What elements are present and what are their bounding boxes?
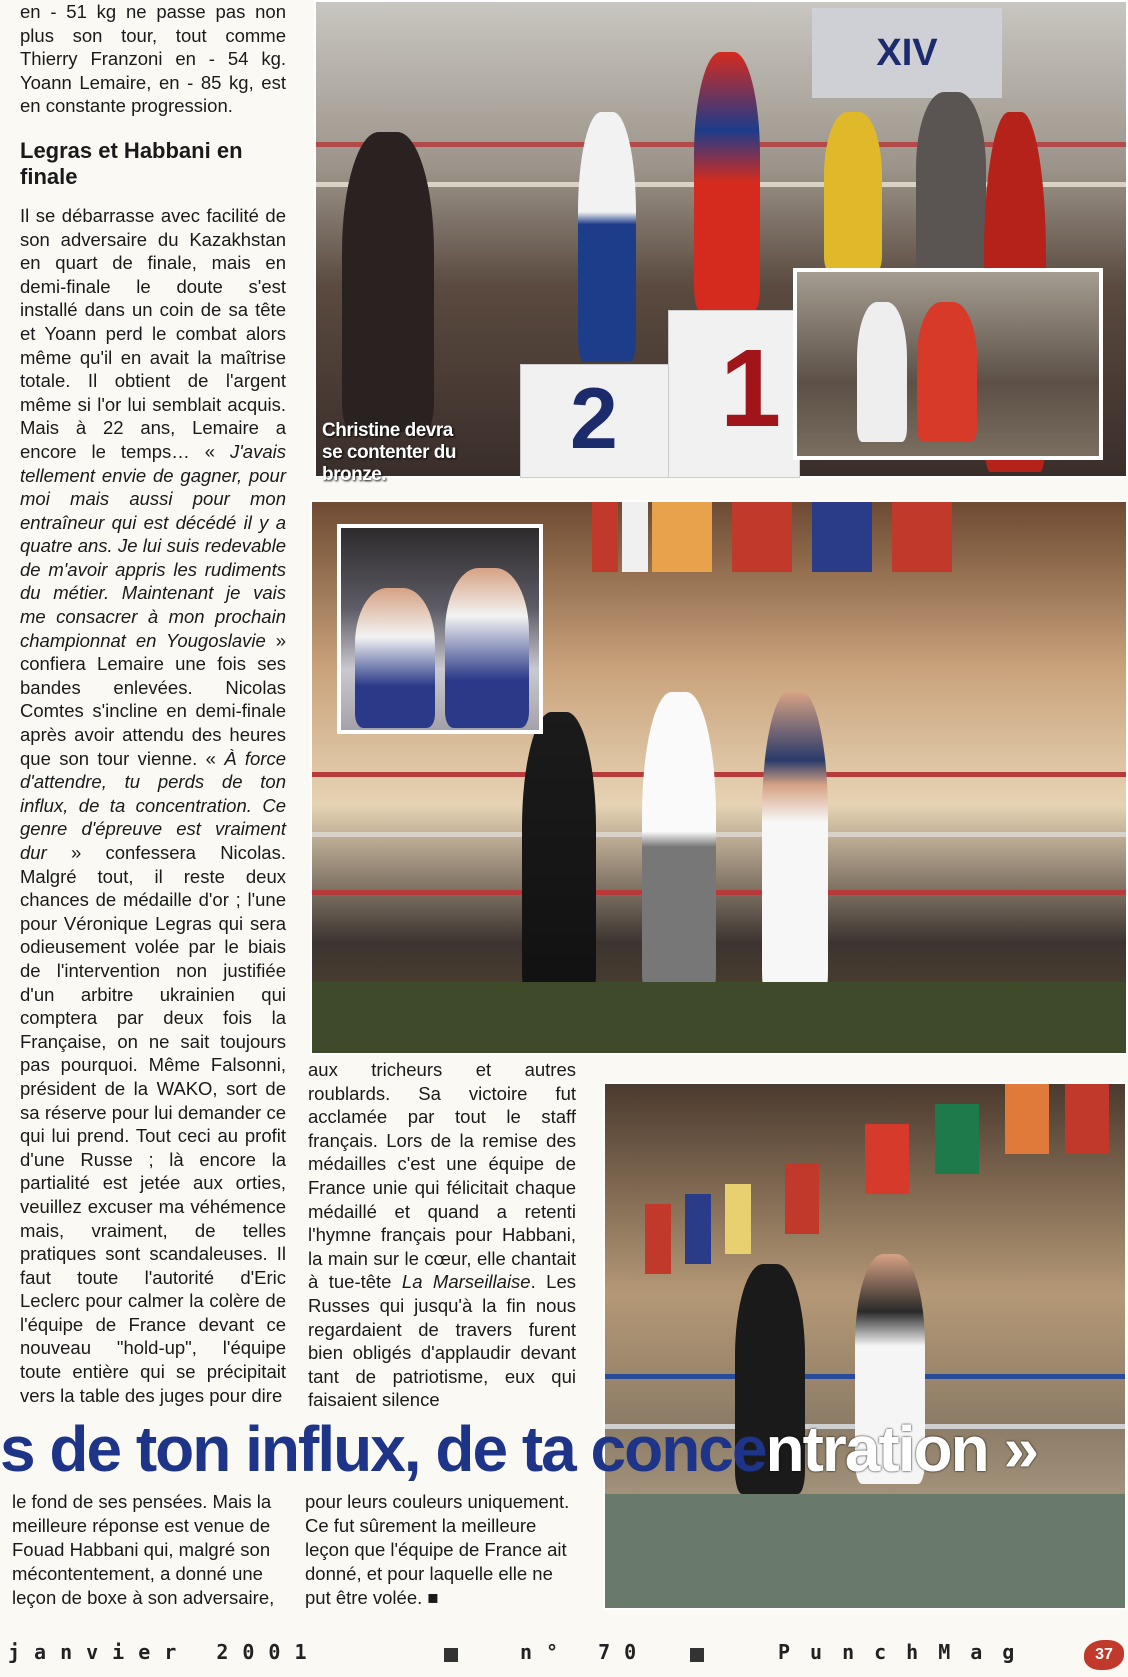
hanging-flag bbox=[812, 502, 872, 572]
page-number: 37 bbox=[1084, 1640, 1124, 1670]
pull-quote-white: ntration » bbox=[765, 1413, 1038, 1485]
hanging-flag bbox=[1065, 1084, 1109, 1154]
footer-magazine: PunchMag bbox=[778, 1640, 1035, 1664]
hanging-flag bbox=[685, 1194, 711, 1264]
ring-rope bbox=[312, 772, 1128, 777]
footer-date: janvier 2001 bbox=[8, 1640, 321, 1664]
body-text-c: » confessera Nicolas. Malgré tout, il reste deux chances de médaille d'or ; l'une pour Véronique Legras qui sera odieusement volée par le biais de l'intervention non justifiée d'un arbitre ukrainien qui comptera par deux fois la Française, on ne sait toujours pas pourquoi. Même Falsonni, président de la WAKO, sort de sa réserve pour lui demander ce qui lui prend. Tout ceci au profit d'une Russe ; là encore la partialité est jetée aux orties, veuillez excuser ma véhémence mais, vraiment, de telles pratiques sont scandaleuses. Il faut toute l'autorité d'Eric Leclerc pour calmer la colère de l'équipe de France devant ce nouveau "hold-up", l'équipe toute entière qui se précipitait vers la table des juges pour dire bbox=[20, 842, 286, 1406]
fighter-white bbox=[857, 302, 907, 442]
athlete-first bbox=[694, 52, 760, 312]
hanging-flag bbox=[1005, 1084, 1049, 1154]
fighter-red bbox=[917, 302, 977, 442]
body-text-a: Il se débarrasse avec facilité de son adversaire du Kazakhstan en quart de finale, mais en demi-finale le doute s'est installé dans un coin de sa tête et Yoann perd le combat alors même qu'il en avait la maîtrise totale. Il obtient de l'argent même si l'or lui semblait acquis. Mais à 22 ans, Lemaire a encore le temps… « bbox=[20, 204, 286, 462]
footer-separator bbox=[690, 1648, 704, 1662]
hanging-flag bbox=[622, 502, 648, 572]
boxer-winner bbox=[762, 692, 828, 1002]
official-figure bbox=[916, 92, 986, 282]
hanging-flag bbox=[645, 1204, 671, 1274]
photo-caption: Christine devra se contenter du bronze. bbox=[322, 420, 456, 485]
footer-issue: n° 70 bbox=[520, 1640, 651, 1664]
hanging-flag bbox=[935, 1104, 979, 1174]
athlete-second bbox=[578, 112, 636, 362]
quote-nicolas: À force d'attendre, tu perds de ton influx, de ta concentration. Ce genre d'épreuve est vraiment dur bbox=[20, 747, 287, 863]
athlete-third bbox=[824, 112, 882, 272]
ring-floor bbox=[605, 1494, 1127, 1610]
fight-inset-photo bbox=[793, 268, 1103, 460]
hanging-flag bbox=[652, 502, 712, 572]
middle-paragraph bbox=[308, 1058, 576, 1412]
marseillaise-title: La Marseillaise bbox=[401, 1271, 531, 1293]
page-footer bbox=[0, 1630, 1128, 1670]
bottom-mid-paragraph: pour leurs couleurs uniquement. Ce fut sûrement la meilleure leçon que l'équipe de France ait donné, et pour laquelle elle ne put être volée. ■ bbox=[305, 1491, 570, 1608]
hanging-flag bbox=[892, 502, 952, 572]
left-column bbox=[20, 0, 286, 1407]
section-subheading: Legras et Habbani en finale bbox=[20, 137, 243, 189]
pull-quote-blue: s de ton influx, de ta conce bbox=[0, 1413, 766, 1485]
kick-photo bbox=[603, 1082, 1127, 1610]
bottom-left-paragraph: le fond de ses pensées. Mais la meilleure réponse est venue de Fouad Habbani qui, malgré son mécontentement, a donné une leçon de boxe à son adversaire, bbox=[12, 1491, 275, 1608]
middle-text-a: aux tricheurs et autres roublards. Sa victoire fut acclamée par tout le staff français. Lors de la remise des médailles c'est une équipe de France unie qui félicitait chaque médaillé et quand a retenti l'hymne français pour Habbani, la main sur le cœur, elle chantait à tue-tête bbox=[308, 1059, 576, 1293]
hanging-flag bbox=[732, 502, 792, 572]
hanging-flag bbox=[865, 1124, 909, 1194]
body-text-b: » confiera Lemaire une fois ses bandes enlevées. Nicolas Comtes s'incline en demi-finale après avoir attendu des heures que son tour vienne. « bbox=[20, 629, 286, 769]
hanging-flag bbox=[725, 1184, 751, 1254]
quote-yoann: J'avais tellement envie de gagner, pour moi mais aussi pour mon entraîneur qui est décédé il y a quatre ans. Je lui suis redevable de m'avoir appris les rudiments du métier. Maintenant je vais me consacrer à mon prochain championnat en Yougoslavie bbox=[20, 440, 286, 651]
podium-number-one: 1 bbox=[720, 327, 782, 450]
ring-rope bbox=[312, 832, 1128, 837]
medalists-inset-photo bbox=[337, 524, 543, 734]
podium-number-two: 2 bbox=[570, 371, 618, 467]
medalist-figure bbox=[445, 568, 529, 728]
middle-column bbox=[308, 1058, 576, 1412]
boxer-black bbox=[522, 712, 596, 1002]
ring-rope bbox=[312, 890, 1128, 895]
medalist-figure bbox=[355, 588, 435, 728]
ring-floor bbox=[312, 982, 1128, 1055]
middle-text-b: . Les Russes qui jusqu'à la fin nous regardaient de travers furent bien obligés d'applaudir devant tant de patriotisme, eux qui faisaient silence bbox=[308, 1271, 576, 1411]
hanging-flag bbox=[592, 502, 618, 572]
body-paragraph bbox=[20, 204, 286, 1407]
referee-figure bbox=[642, 692, 716, 1002]
photographer-figure bbox=[342, 132, 434, 432]
pull-quote-banner bbox=[0, 1412, 1128, 1486]
event-sign: XIV bbox=[812, 8, 1002, 98]
hanging-flag bbox=[785, 1164, 819, 1234]
footer-separator bbox=[444, 1648, 458, 1662]
intro-paragraph: en - 51 kg ne passe pas non plus son tour, tout comme Thierry Franzoni en - 54 kg. Yoann Lemaire, en - 85 kg, est en constante progression. bbox=[20, 1, 286, 117]
